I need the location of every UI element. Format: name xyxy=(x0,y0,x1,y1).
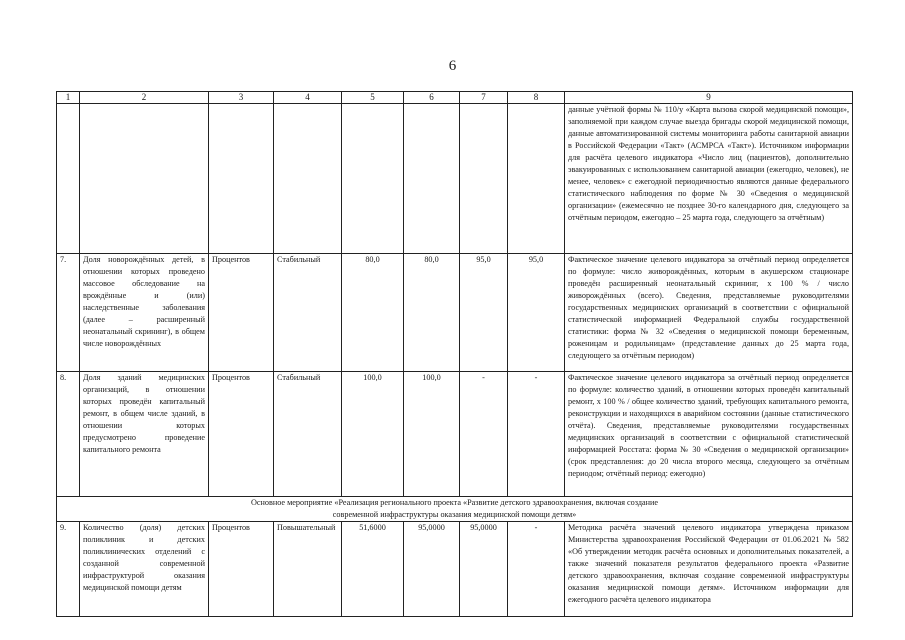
value-cell: 100,0 xyxy=(404,372,460,497)
value-cell: 100,0 xyxy=(342,372,404,497)
value-cell: 80,0 xyxy=(404,254,460,372)
table-row xyxy=(57,372,853,497)
indicator-name: Количество (доля) детских поликлиник и детских поликлинических отделений с созданной современной инфраструктурой оказания медицинской помощи детям xyxy=(80,522,209,617)
unit-cell: Процентов xyxy=(209,254,274,372)
header-cell: 7 xyxy=(460,92,508,104)
value-cell: 95,0 xyxy=(460,254,508,372)
header-cell: 3 xyxy=(209,92,274,104)
header-row xyxy=(57,92,853,104)
value-cell: - xyxy=(460,372,508,497)
section-row xyxy=(57,497,853,522)
method-cell: Фактическое значение целевого индикатора за отчётный период определяется по формуле: число живорождённых, которым в акушерском стационаре проведён расширенный неонатальный скрининг, х 100 % / число живорождённых (всего). Сведения, представляемые руководителями государственных медицинских организаций в соответствии с официальной статистической информацией Федеральной службы государственной статистики: форма № 32 «Сведения о медицинской помощи беременным, роженицам и родильницам» (представление данных до 25 марта года, следующего за отчётным периодом) xyxy=(565,254,853,372)
page-number: 6 xyxy=(448,58,457,74)
table-row xyxy=(57,104,853,254)
header-cell: 9 xyxy=(565,92,853,104)
row-number: 7. xyxy=(57,254,80,372)
indicator-name: Доля новорождённых детей, в отношении которых проведено массовое обследование на врождённые и (или) наследственные заболевания (далее – расширенный неонатальный скрининг), в общем числе новорождённых xyxy=(80,254,209,372)
method-cell: данные учётной формы № 110/у «Карта вызова скорой медицинской помощи», заполняемой при каждом случае выезда бригады скорой медицинской помощи, данные автоматизированной системы мониторинга работы санитарной авиации в Российской Федерации «Такт» (АСМРСА «Такт»). Источником информации для расчёта целевого индикатора «Число лиц (пациентов), дополнительно эвакуированных с использованием санитарной авиации (ежегодно, человек), не менее, человек» с ежегодной периодичностью являются данные федерального статистического наблюдения по форме № 30 «Сведения о медицинской организации» (ежемесячно не позднее 30-го календарного дня, следующего за отчётным периодом, ежегодно – 25 марта года, следующего за отчётным) xyxy=(565,104,853,254)
unit-cell: Процентов xyxy=(209,372,274,497)
method-cell: Методика расчёта значений целевого индикатора утверждена приказом Министерства здравоохранения Российской Федерации от 01.06.2021 № 582 «Об утверждении методик расчёта основных и дополнительных показателей, а также значений показателя результатов федерального проекта «Развитие детского здравоохранения, включая создание современной инфраструктуры оказания медицинской помощи детям». Источником информации для ежегодного расчёта целевого индикатора xyxy=(565,522,853,617)
value-cell: 51,6000 xyxy=(342,522,404,617)
value-cell: 95,0000 xyxy=(460,522,508,617)
method-cell: Фактическое значение целевого индикатора за отчётный период определяется по формуле: количество зданий, в отношении которых проведён капитальный ремонт, х 100 % / общее количество зданий, требующих капитального ремонта, реконструкции и находящихся в аварийном состоянии (данные статистического отчёта). Сведения, представляемые руководителями государственных медицинских организаций в соответствии с официальной статистической информацией Росстата: форма № 30 «Сведения о медицинской организации» (срок представления: до 20 числа второго месяца, следующего за отчётным периодом; отчётный период: ежегодно) xyxy=(565,372,853,497)
header-cell: 8 xyxy=(508,92,565,104)
value-cell: - xyxy=(508,522,565,617)
row-number: 9. xyxy=(57,522,80,617)
value-cell: - xyxy=(508,372,565,497)
trend-cell: Стабильный xyxy=(274,372,342,497)
header-cell: 1 xyxy=(57,92,80,104)
indicators-table xyxy=(56,91,853,617)
header-cell: 5 xyxy=(342,92,404,104)
trend-cell: Повышательный xyxy=(274,522,342,617)
section-title: Основное мероприятие «Реализация регионального проекта «Развитие детского здравоохранения, включая создание современной инфраструктуры оказания медицинской помощи детям» xyxy=(57,497,853,522)
header-cell: 2 xyxy=(80,92,209,104)
row-number: 8. xyxy=(57,372,80,497)
unit-cell: Процентов xyxy=(209,522,274,617)
table-row xyxy=(57,254,853,372)
value-cell: 95,0000 xyxy=(404,522,460,617)
header-cell: 4 xyxy=(274,92,342,104)
table-row xyxy=(57,522,853,617)
indicator-name: Доля зданий медицинских организаций, в отношении которых проведён капитальный ремонт, в общем числе зданий, в отношении которых предусмотрено проведение капитального ремонта xyxy=(80,372,209,497)
value-cell: 80,0 xyxy=(342,254,404,372)
trend-cell: Стабильный xyxy=(274,254,342,372)
header-cell: 6 xyxy=(404,92,460,104)
value-cell: 95,0 xyxy=(508,254,565,372)
